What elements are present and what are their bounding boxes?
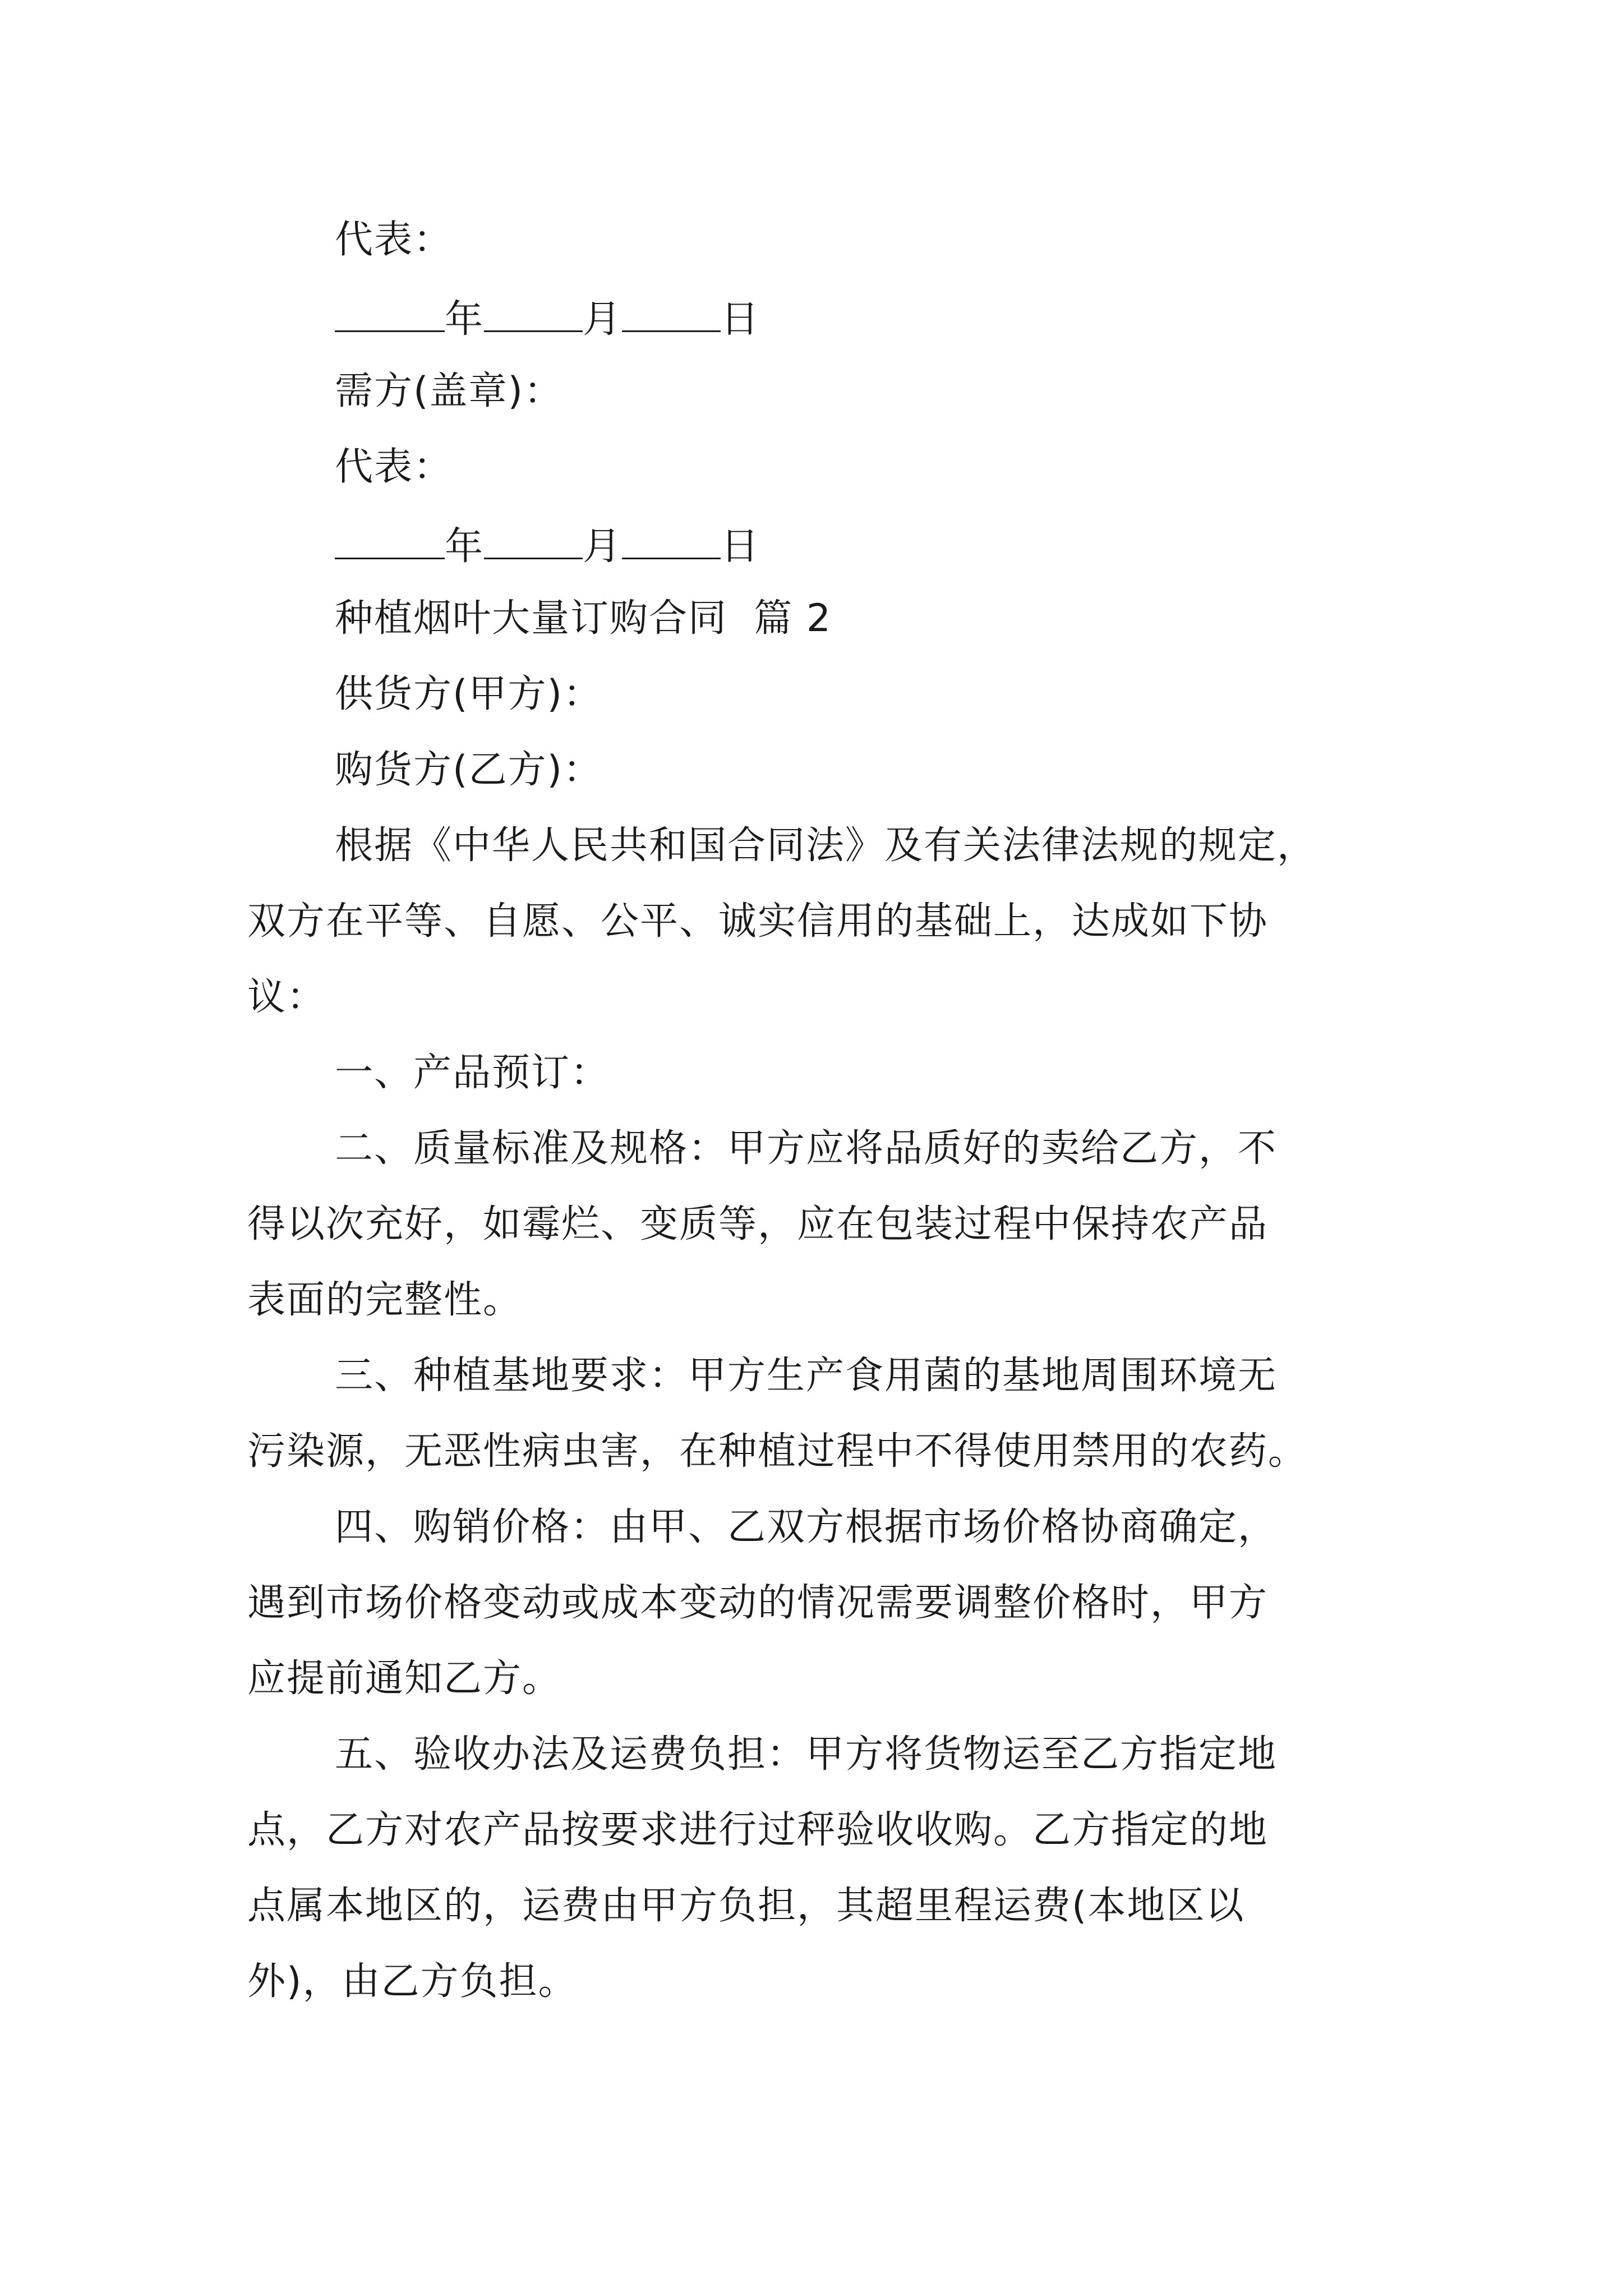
year-blank	[335, 293, 445, 332]
date-line	[335, 521, 1479, 569]
month-label: 月	[583, 297, 623, 342]
year-label: 年	[445, 524, 485, 569]
preamble-line: 议：	[247, 975, 326, 1019]
clause-4-line: 四、购销价格：由甲、乙双方根据市场价格协商确定，	[335, 1505, 1278, 1549]
clause-5-line: 五、验收办法及运费负担：甲方将货物运至乙方指定地	[335, 1732, 1278, 1777]
year-blank	[335, 521, 445, 559]
clause-3-line: 三、种植基地要求：甲方生产食用菌的基地周围环境无	[335, 1354, 1278, 1398]
month-blank	[484, 293, 583, 332]
contract-title: 种植烟叶大量订购合同 篇 2	[335, 596, 832, 641]
preamble-line: 双方在平等、自愿、公平、诚实信用的基础上，达成如下协	[247, 899, 1269, 944]
day-blank	[622, 293, 721, 332]
day-label: 日	[721, 297, 760, 342]
clause-4-line: 遇到市场价格变动或成本变动的情况需要调整价格时，甲方	[247, 1581, 1269, 1625]
clause-5-line: 点属本地区的，运费由甲方负担，其超里程运费(本地区以	[247, 1884, 1245, 1928]
representative-label: 代表：	[335, 218, 453, 262]
purchaser-label: 购货方(乙方)：	[335, 748, 603, 792]
clause-3-line: 污染源，无恶性病虫害，在种植过程中不得使用禁用的农药。	[247, 1429, 1308, 1474]
clause-2-line: 表面的完整性。	[247, 1278, 523, 1322]
month-blank	[484, 521, 583, 559]
clause-2-line: 得以次充好，如霉烂、变质等，应在包装过程中保持农产品	[247, 1202, 1269, 1246]
supplier-label: 供货方(甲方)：	[335, 672, 603, 716]
year-label: 年	[445, 297, 485, 342]
date-line	[335, 293, 1479, 342]
month-label: 月	[583, 524, 623, 569]
clause-2-line: 二、质量标准及规格：甲方应将品质好的卖给乙方，不	[335, 1126, 1278, 1171]
clause-4-line: 应提前通知乙方。	[247, 1657, 562, 1701]
day-blank	[622, 521, 721, 559]
clause-5-line: 点，乙方对农产品按要求进行过秤验收收购。乙方指定的地	[247, 1808, 1269, 1852]
representative-label: 代表：	[335, 445, 453, 489]
clause-5-line: 外)，由乙方负担。	[247, 1959, 578, 2004]
buyer-seal-label: 需方(盖章)：	[335, 369, 564, 413]
clause-1-line: 一、产品预订：	[335, 1051, 610, 1095]
preamble-line: 根据《中华人民共和国合同法》及有关法律法规的规定，	[335, 823, 1317, 868]
day-label: 日	[721, 524, 760, 569]
